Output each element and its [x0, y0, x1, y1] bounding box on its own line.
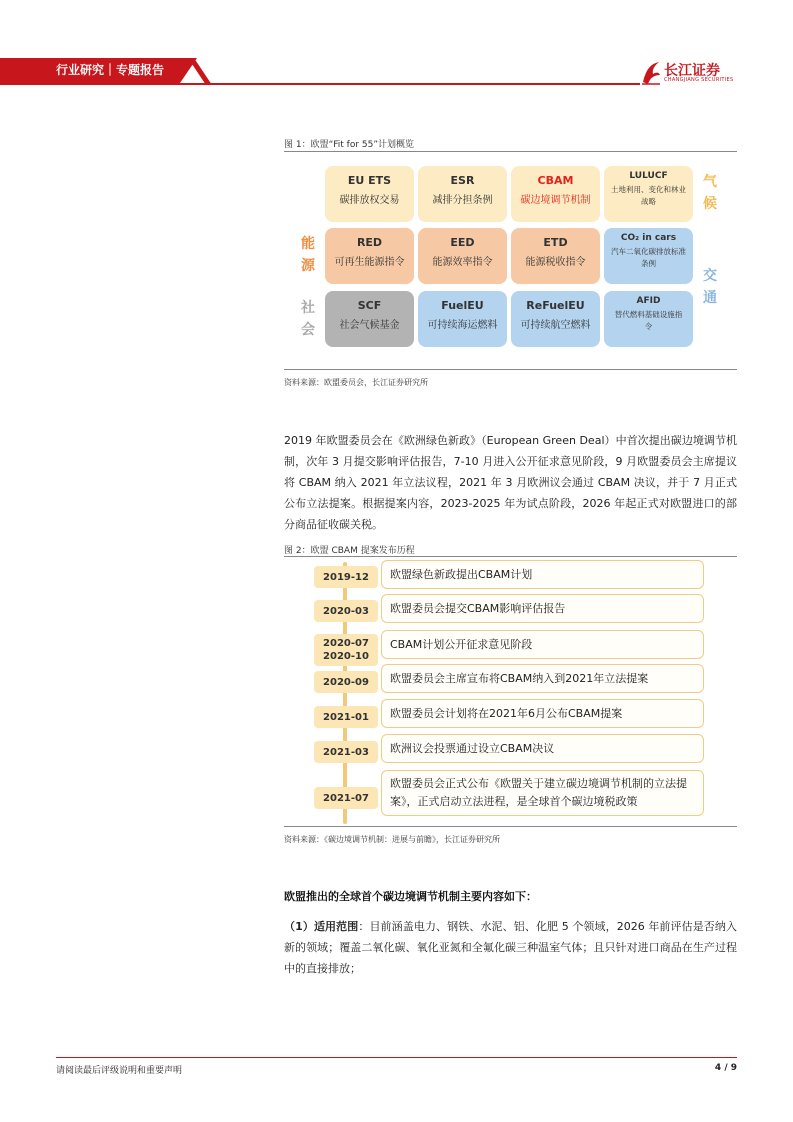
section-title: 行业研究｜专题报告: [56, 63, 165, 77]
scope-item-text: ：目前涵盖电力、钢铁、水泥、铝、化肥 5 个领域，2026 年前评估是否纳入新的领域；覆盖二氧化碳、氧化亚氮和全氟化碳三种温室气体；且只针对进口商品在生产过程中的直接排放；: [284, 920, 738, 975]
timeline-event: 欧盟绿色新政提出CBAM计划: [381, 560, 704, 589]
figure1-top-rule: [284, 151, 737, 152]
timeline-date: 2021-03: [314, 741, 378, 763]
figure2-bottom-rule: [284, 826, 737, 827]
timeline-date: 2020-03: [314, 600, 378, 622]
box-refueleu: ReFuelEU 可持续航空燃料: [511, 291, 600, 347]
label-society: 社 会: [301, 300, 315, 338]
figure2-caption: 图 2：欧盟 CBAM 提案发布历程: [284, 546, 415, 556]
box-afid: AFID 替代燃料基础设施指令: [604, 291, 693, 347]
timeline-date: 2020-09: [314, 671, 378, 693]
timeline-event: 欧盟委员会提交CBAM影响评估报告: [381, 594, 704, 623]
footer-disclaimer: 请阅读最后评级说明和重要声明: [56, 1066, 183, 1076]
timeline-event: 欧盟委员会计划将在2021年6月公布CBAM提案: [381, 699, 704, 728]
figure1-bottom-rule: [284, 369, 737, 370]
label-energy: 能 源: [301, 236, 315, 274]
figure1-caption: 图 1：欧盟“Fit for 55”计划概览: [284, 140, 415, 150]
box-scf: SCF 社会气候基金: [325, 291, 414, 347]
logo-text-en: CHANGJIANG SECURITIES: [664, 77, 734, 83]
box-cbam: CBAM 碳边境调节机制: [511, 166, 600, 222]
label-climate: 气 候: [703, 174, 717, 212]
summary-heading: 欧盟推出的全球首个碳边境调节机制主要内容如下：: [284, 890, 537, 903]
timeline-event: 欧盟委员会主席宣布将CBAM纳入到2021年立法提案: [381, 664, 704, 693]
body-paragraph: 2019 年欧盟委员会在《欧洲绿色新政》（European Green Deal）中首次提出碳边境调节机制，次年 3 月提交影响评估报告，7-10 月进入公开征求意见阶段，9 月欧盟委员会主席提议将 CBAM 纳入 2021 年立法议程，2021 年 3 月欧洲议会通过 CBAM 决议，并于 7 月正式公布立法提案。根据提案内容，2023-2025 年为试点阶段，2026 年起正式对欧盟进口的部分商品征收碳关税。: [284, 434, 737, 531]
box-etd: ETD 能源税收指令: [511, 228, 600, 284]
timeline-event: CBAM计划公开征求意见阶段: [381, 630, 704, 659]
box-fueleu: FuelEU 可持续海运燃料: [418, 291, 507, 347]
box-eed: EED 能源效率指令: [418, 228, 507, 284]
company-logo: [640, 60, 740, 86]
header-slash-decoration: [184, 58, 214, 85]
figure2-top-rule: [284, 556, 737, 557]
timeline-date: 2019-12: [314, 566, 378, 588]
timeline-date: 2020-07 2020-10: [314, 634, 378, 666]
timeline-event: 欧盟委员会正式公布《欧盟关于建立碳边境调节机制的立法提案》，正式启动立法进程，是全球首个碳边境税政策: [381, 770, 704, 816]
box-eu-ets: EU ETS 碳排放权交易: [325, 166, 414, 222]
timeline-date: 2021-07: [314, 787, 378, 809]
timeline-event: 欧洲议会投票通过设立CBAM决议: [381, 734, 704, 763]
section-tab: [0, 58, 180, 83]
timeline-date: 2021-01: [314, 706, 378, 728]
logo-text-cn: 长江证券: [664, 63, 720, 79]
logo-icon: [640, 60, 662, 86]
box-red: RED 可再生能源指令: [325, 228, 414, 284]
scope-item-label: （1）适用范围: [284, 920, 359, 933]
label-transport: 交 通: [703, 268, 717, 306]
header-rule: [0, 83, 640, 85]
box-lulucf: LULUCF 土地利用、变化和林业战略: [604, 166, 693, 222]
figure1-source: 资料来源：欧盟委员会，长江证券研究所: [284, 378, 428, 387]
page-number: 4 / 9: [714, 1063, 737, 1073]
box-esr: ESR 减排分担条例: [418, 166, 507, 222]
footer-rule: [56, 1057, 737, 1058]
figure2-source: 资料来源：《碳边境调节机制：进展与前瞻》，长江证券研究所: [284, 835, 500, 844]
box-co2-cars: CO₂ in cars 汽车二氧化碳排放标准条例: [604, 228, 693, 284]
scope-item: [284, 916, 737, 979]
